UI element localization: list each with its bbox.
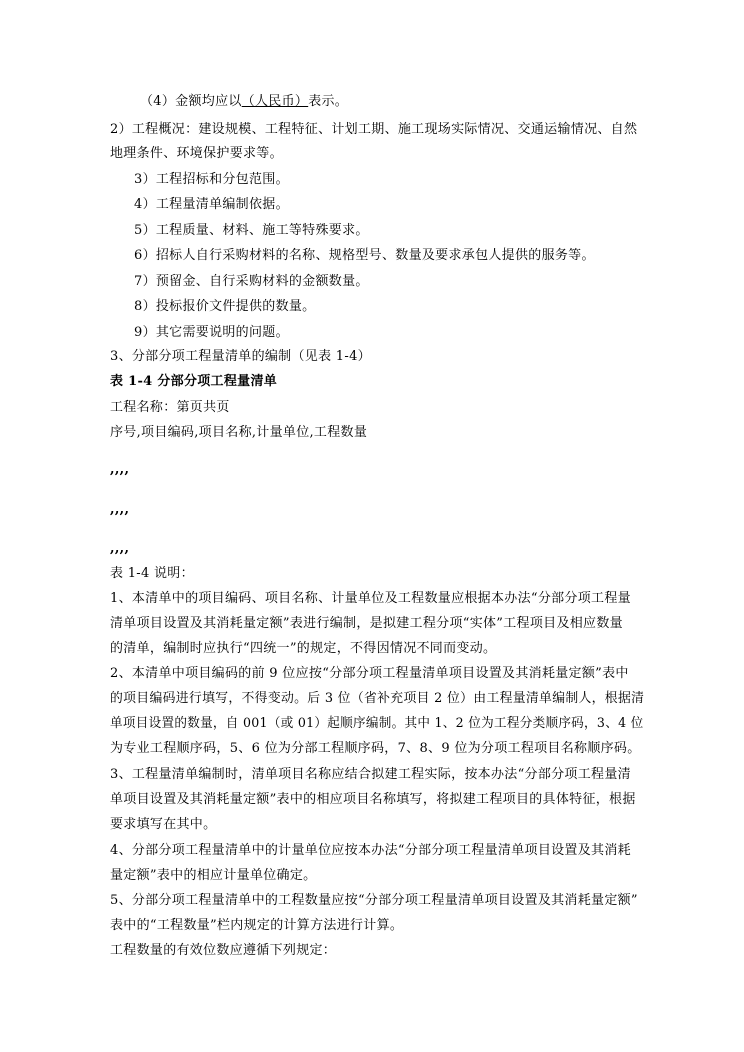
section-heading: 3、分部分项工程量清单的编制（见表 1-4）: [110, 349, 371, 364]
table-row: ,,,,: [110, 541, 130, 556]
paragraph-line: 3、工程量清单编制时，清单项目名称应结合拟建工程实际，按本办法“分部分项工程量清: [110, 767, 631, 782]
paragraph-line: 单项目设置的数量，自 001（或 01）起顺序编制。其中 1、2 位为工程分类顺序码，3、4 位: [110, 716, 644, 731]
underlined-text: （人民币）: [241, 94, 309, 109]
paragraph-line: 2）工程概况：建设规模、工程特征、计划工期、施工现场实际情况、交通运输情况、自然: [110, 122, 638, 137]
paragraph-line: 的清单，编制时应执行“四统一”的规定，不得因情况不同而变动。: [110, 641, 497, 656]
paragraph-line: 5、分部分项工程量清单中的工程数量应按“分部分项工程量清单项目设置及其消耗量定额”: [110, 893, 638, 908]
table-row: ,,,,: [110, 502, 130, 517]
list-item: 5）工程质量、材料、施工等特殊要求。: [134, 223, 369, 238]
paragraph-line: 4、分部分项工程量清单中的计量单位应按本办法“分部分项工程量清单项目设置及其消耗: [110, 843, 631, 858]
note-currency: [140, 94, 348, 110]
text-span: （4）金额均应以: [140, 94, 242, 109]
paragraph-line: 2、本清单中项目编码的前 9 位应按“分部分项工程量清单项目设置及其消耗量定额”表中: [110, 666, 629, 681]
list-item: 7）预留金、自行采购材料的金额数量。: [134, 274, 369, 289]
list-item: 3）工程招标和分包范围。: [134, 172, 289, 187]
list-item: 8）投标报价文件提供的数量。: [134, 299, 316, 314]
paragraph-line: 工程数量的有效位数应遵循下列规定：: [110, 943, 337, 958]
text-span: 表示。: [308, 94, 349, 109]
paragraph-line: 地理条件、环境保护要求等。: [110, 146, 283, 161]
paragraph-line: 单项目设置及其消耗量定额”表中的相应项目名称填写，将拟建工程项目的具体特征，根据: [110, 792, 636, 807]
table-project-name: 工程名称：第页共页: [110, 400, 230, 415]
notes-heading: 表 1-4 说明：: [110, 566, 194, 581]
list-item: 6）招标人自行采购材料的名称、规格型号、数量及要求承包人提供的服务等。: [134, 248, 595, 263]
table-header-row: 序号,项目编码,项目名称,计量单位,工程数量: [110, 425, 368, 440]
paragraph-line: 表中的“工程数量”栏内规定的计算方法进行计算。: [110, 918, 404, 933]
list-item: 9）其它需要说明的问题。: [134, 325, 289, 340]
paragraph-line: 量定额”表中的相应计量单位确定。: [110, 868, 317, 883]
paragraph-line: 清单项目设置及其消耗量定额”表进行编制，是拟建工程分项“实体”工程项目及相应数量: [110, 616, 623, 631]
paragraph-line: 为专业工程顺序码，5、6 位为分部工程顺序码，7、8、9 位为分项工程项目名称顺序码。: [110, 741, 641, 756]
table-title: 表 1-4 分部分项工程量清单: [110, 374, 278, 389]
list-item: 4）工程量清单编制依据。: [134, 197, 289, 212]
paragraph-line: 1、本清单中的项目编码、项目名称、计量单位及工程数量应根据本办法“分部分项工程量: [110, 591, 631, 606]
paragraph-line: 的项目编码进行填写，不得变动。后 3 位（省补充项目 2 位）由工程量清单编制人，根据清: [110, 691, 645, 706]
table-row: ,,,,: [110, 462, 130, 477]
paragraph-line: 要求填写在其中。: [110, 817, 217, 832]
